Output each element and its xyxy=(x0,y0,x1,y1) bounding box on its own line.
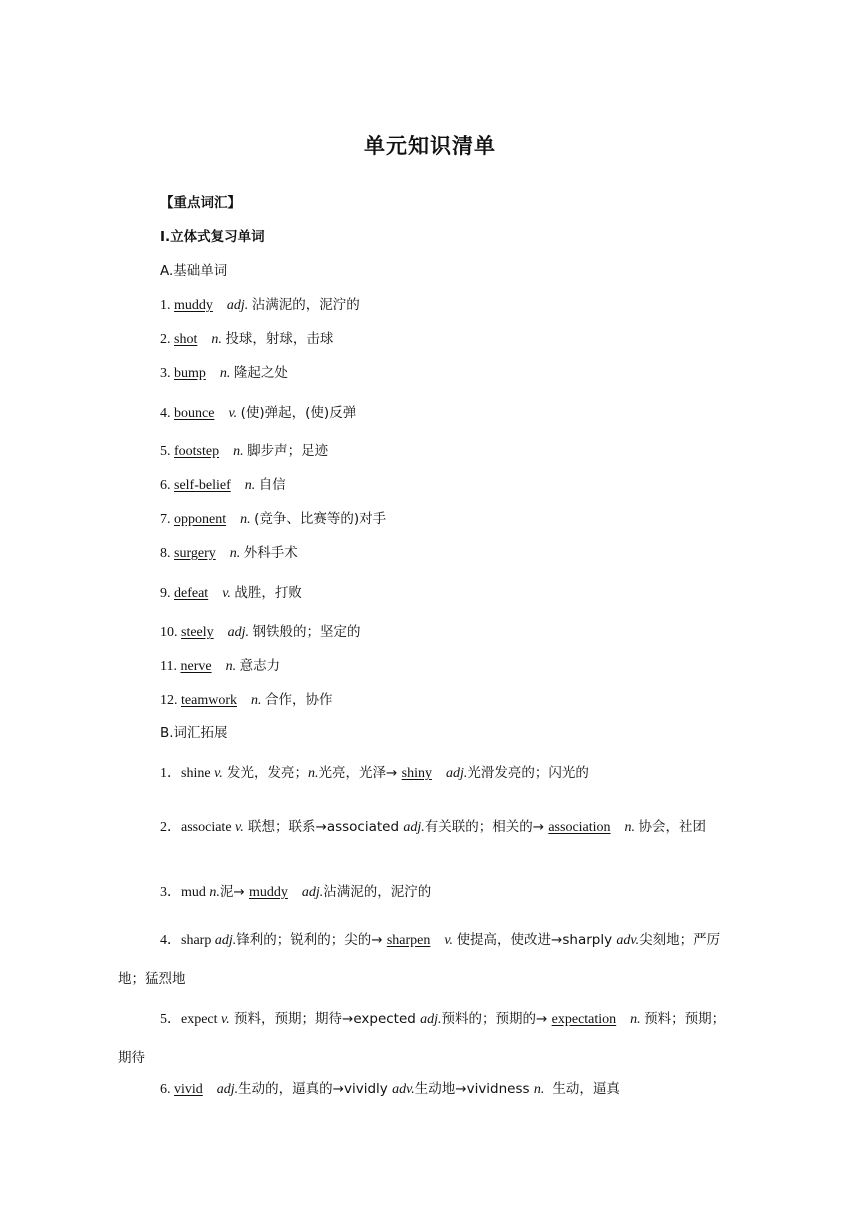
part-a-heading: A.基础单词 xyxy=(160,263,228,279)
pos-label: adv. xyxy=(392,1082,415,1097)
definition: 战胜，打败 xyxy=(234,585,302,601)
definition: (使)弹起，(使)反弹 xyxy=(240,405,357,421)
pos-label: adj. xyxy=(446,766,468,781)
answer-word: association xyxy=(548,820,611,835)
word-item xyxy=(160,509,386,530)
word-item xyxy=(160,475,286,496)
item-number: 5. xyxy=(160,444,171,459)
answer-word: expectation xyxy=(551,1012,617,1027)
extension-text: 有关联的；相关的→ xyxy=(424,819,549,835)
answer-word: muddy xyxy=(249,885,288,900)
pos-label: n. xyxy=(308,766,319,781)
answer-word: opponent xyxy=(174,512,227,527)
answer-word: muddy xyxy=(174,298,213,313)
extension-text: 预料，预期；期待→expected xyxy=(229,1011,421,1027)
definition: 沾满泥的，泥泞的 xyxy=(251,297,360,313)
definition: 脚步声；足迹 xyxy=(247,443,329,459)
pos-label: n. xyxy=(533,1082,545,1097)
answer-word: sharpen xyxy=(386,933,431,948)
item-number: 12. xyxy=(160,693,178,708)
extension-text: 泥→ xyxy=(219,884,249,900)
extension-text: 使提高，使改进→sharply xyxy=(456,932,617,948)
pos-label: n. xyxy=(219,366,231,381)
answer-word: steely xyxy=(181,625,214,640)
pos-label: adj. xyxy=(301,885,324,900)
pos-label: adj. xyxy=(227,625,250,640)
extension-text: 预料的；预期的→ xyxy=(441,1011,552,1027)
extension-text: 2．associate xyxy=(160,820,236,835)
section-heading: 【重点词汇】 xyxy=(160,195,241,211)
word-item xyxy=(160,441,328,462)
pos-label: n. xyxy=(240,512,251,527)
extension-text: 尖刻地；严厉地；猛烈地 xyxy=(118,932,721,987)
pos-label: n. xyxy=(250,693,262,708)
definition: 钢铁般的；坚定的 xyxy=(252,624,361,640)
pos-label: n. xyxy=(229,546,241,561)
extension-text: 发光，发亮； xyxy=(222,765,309,781)
answer-word: self-belief xyxy=(174,478,231,493)
pos-label: n. xyxy=(209,885,220,900)
extension-text: 生动，逼真 xyxy=(552,1081,620,1097)
answer-word: shot xyxy=(174,332,198,347)
extension-text: 5．expect xyxy=(160,1012,222,1027)
extension-text: 光亮，光泽→ xyxy=(318,765,402,781)
extension-text: 生动地→vividness xyxy=(414,1081,534,1097)
definition: 自信 xyxy=(258,477,286,493)
pos-label: v. xyxy=(222,586,231,601)
definition: 外科手术 xyxy=(243,545,298,561)
extension-text: 光滑发亮的；闪光的 xyxy=(467,765,589,781)
pos-label: n. xyxy=(233,444,244,459)
subsection-heading: Ⅰ.立体式复习单词 xyxy=(160,229,265,245)
item-number: 8. xyxy=(160,546,171,561)
extension-item xyxy=(118,808,738,847)
extension-text: 锋利的；锐利的；尖的→ xyxy=(236,932,387,948)
item-number: 7. xyxy=(160,512,171,527)
answer-word: bump xyxy=(174,366,206,381)
pos-label: n. xyxy=(630,1012,641,1027)
word-item xyxy=(160,403,356,424)
item-number: 4. xyxy=(160,406,171,421)
word-item xyxy=(160,583,302,604)
extension-text: 预料；预期；期待 xyxy=(118,1011,726,1066)
definition: 隆起之处 xyxy=(233,365,288,381)
extension-text: 协会，社团 xyxy=(638,819,707,835)
part-b-heading: B.词汇拓展 xyxy=(160,725,228,741)
extension-text: 沾满泥的，泥泞的 xyxy=(323,884,432,900)
extension-text: 4．sharp xyxy=(160,933,215,948)
pos-label: n. xyxy=(211,332,222,347)
answer-word: bounce xyxy=(174,406,215,421)
word-item xyxy=(160,295,360,316)
pos-label: v. xyxy=(214,766,223,781)
pos-label: n. xyxy=(244,478,256,493)
item-number: 10. xyxy=(160,625,178,640)
word-item xyxy=(160,329,333,350)
definition: 意志力 xyxy=(239,658,281,674)
extension-item xyxy=(118,921,738,999)
definition: (竞争、比赛等的)对手 xyxy=(254,511,387,527)
answer-word: defeat xyxy=(174,586,209,601)
word-item xyxy=(160,363,288,384)
item-number: 6. xyxy=(160,478,171,493)
answer-word: teamwork xyxy=(181,693,237,708)
item-number: 2. xyxy=(160,332,171,347)
pos-label: adj. xyxy=(216,1082,239,1097)
pos-label: adj. xyxy=(214,933,237,948)
pos-label: adj. xyxy=(403,820,425,835)
pos-label: n. xyxy=(624,820,636,835)
pos-label: v. xyxy=(221,1012,230,1027)
word-item xyxy=(160,543,298,564)
answer-word: nerve xyxy=(180,659,212,674)
item-number: 1. xyxy=(160,298,171,313)
word-item xyxy=(160,690,332,711)
answer-word: vivid xyxy=(174,1082,203,1097)
extension-item xyxy=(118,1000,738,1078)
extension-item xyxy=(160,882,431,903)
pos-label: adv. xyxy=(616,933,640,948)
word-item xyxy=(160,656,280,677)
item-number: 11. xyxy=(160,659,177,674)
answer-word: shiny xyxy=(401,766,432,781)
word-item xyxy=(160,622,361,643)
pos-label: adj. xyxy=(420,1012,442,1027)
pos-label: n. xyxy=(225,659,237,674)
definition: 投球，射球，击球 xyxy=(225,331,334,347)
extension-text: 6. xyxy=(160,1082,174,1097)
pos-label: adj. xyxy=(226,298,249,313)
extension-item xyxy=(160,763,589,784)
page-title: 单元知识清单 xyxy=(364,134,496,158)
pos-label: v. xyxy=(228,406,238,421)
extension-text: 联想；联系→associated xyxy=(243,819,404,835)
extension-text: 生动的，逼真的→vividly xyxy=(238,1081,393,1097)
pos-label: v. xyxy=(235,820,244,835)
item-number: 3. xyxy=(160,366,171,381)
extension-item xyxy=(160,1079,620,1100)
definition: 合作，协作 xyxy=(264,692,333,708)
answer-word: surgery xyxy=(174,546,216,561)
item-number: 9. xyxy=(160,586,171,601)
pos-label: v. xyxy=(444,933,454,948)
extension-text: 1．shine xyxy=(160,766,215,781)
extension-text: 3．mud xyxy=(160,885,210,900)
answer-word: footstep xyxy=(174,444,220,459)
